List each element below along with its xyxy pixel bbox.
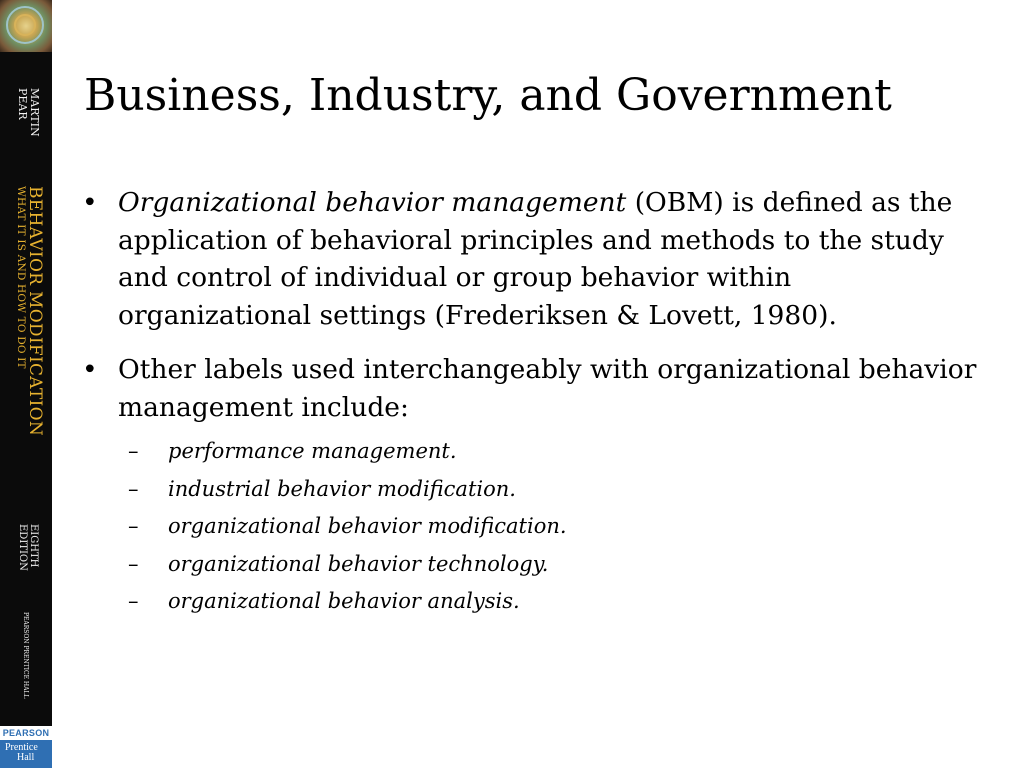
cover-art-image (0, 0, 52, 52)
slide-body (80, 184, 980, 621)
imprint-line: Hall (17, 752, 35, 763)
imprint-line: Prentice (5, 742, 38, 753)
sub-item-marker: – (128, 551, 139, 576)
spine-author-line: PEAR (16, 88, 29, 120)
spine-book-title: BEHAVIOR MODIFICATION (25, 186, 45, 437)
bullet-item (80, 351, 980, 621)
sub-item-text: industrial behavior modification. (168, 476, 516, 501)
bullet-marker: • (82, 187, 98, 218)
sub-item-marker: – (128, 476, 139, 501)
bullet-item (80, 184, 980, 334)
sub-item-text: organizational behavior analysis. (168, 589, 520, 613)
sub-list-item (118, 583, 980, 621)
sub-list (118, 433, 980, 621)
slide-title: Business, Industry, and Government (84, 70, 892, 121)
pearson-logo (0, 726, 52, 768)
sub-item-marker: – (128, 439, 139, 463)
bullet-text: (OBM) is defined as the application of behavioral principles and methods to the study and control of individual or group behavior within organizational settings (Frederiksen & Lovett, 1980). (118, 187, 953, 331)
spine-author (16, 88, 40, 137)
pearson-brand: PEARSON (0, 726, 52, 740)
spine-author-line: MARTIN (28, 88, 41, 137)
spine-book-subtitle: WHAT IT IS AND HOW TO DO IT (15, 186, 27, 369)
defined-term: Organizational behavior management (118, 187, 627, 218)
sub-list-item (118, 433, 980, 471)
sub-item-marker: – (128, 589, 139, 613)
sub-item-text: performance management. (168, 439, 457, 463)
bullet-text: Other labels used interchangeably with organizational behavior management include: (118, 354, 977, 423)
book-spine (0, 0, 52, 768)
spine-edition (17, 524, 39, 571)
spine-publisher: PEARSON PRENTICE HALL (22, 612, 29, 699)
cover-art-center (14, 14, 36, 36)
sub-item-text: organizational behavior technology. (168, 551, 549, 576)
prentice-hall-imprint (5, 743, 38, 763)
bullet-marker: • (82, 354, 98, 385)
sub-list-item (118, 546, 980, 584)
sub-list-item (118, 471, 980, 509)
spine-edition-line: EIGHTH (28, 524, 39, 568)
sub-item-marker: – (128, 514, 139, 538)
sub-list-item (118, 508, 980, 546)
spine-edition-line: EDITION (17, 524, 28, 571)
sub-item-text: organizational behavior modification. (168, 514, 567, 538)
